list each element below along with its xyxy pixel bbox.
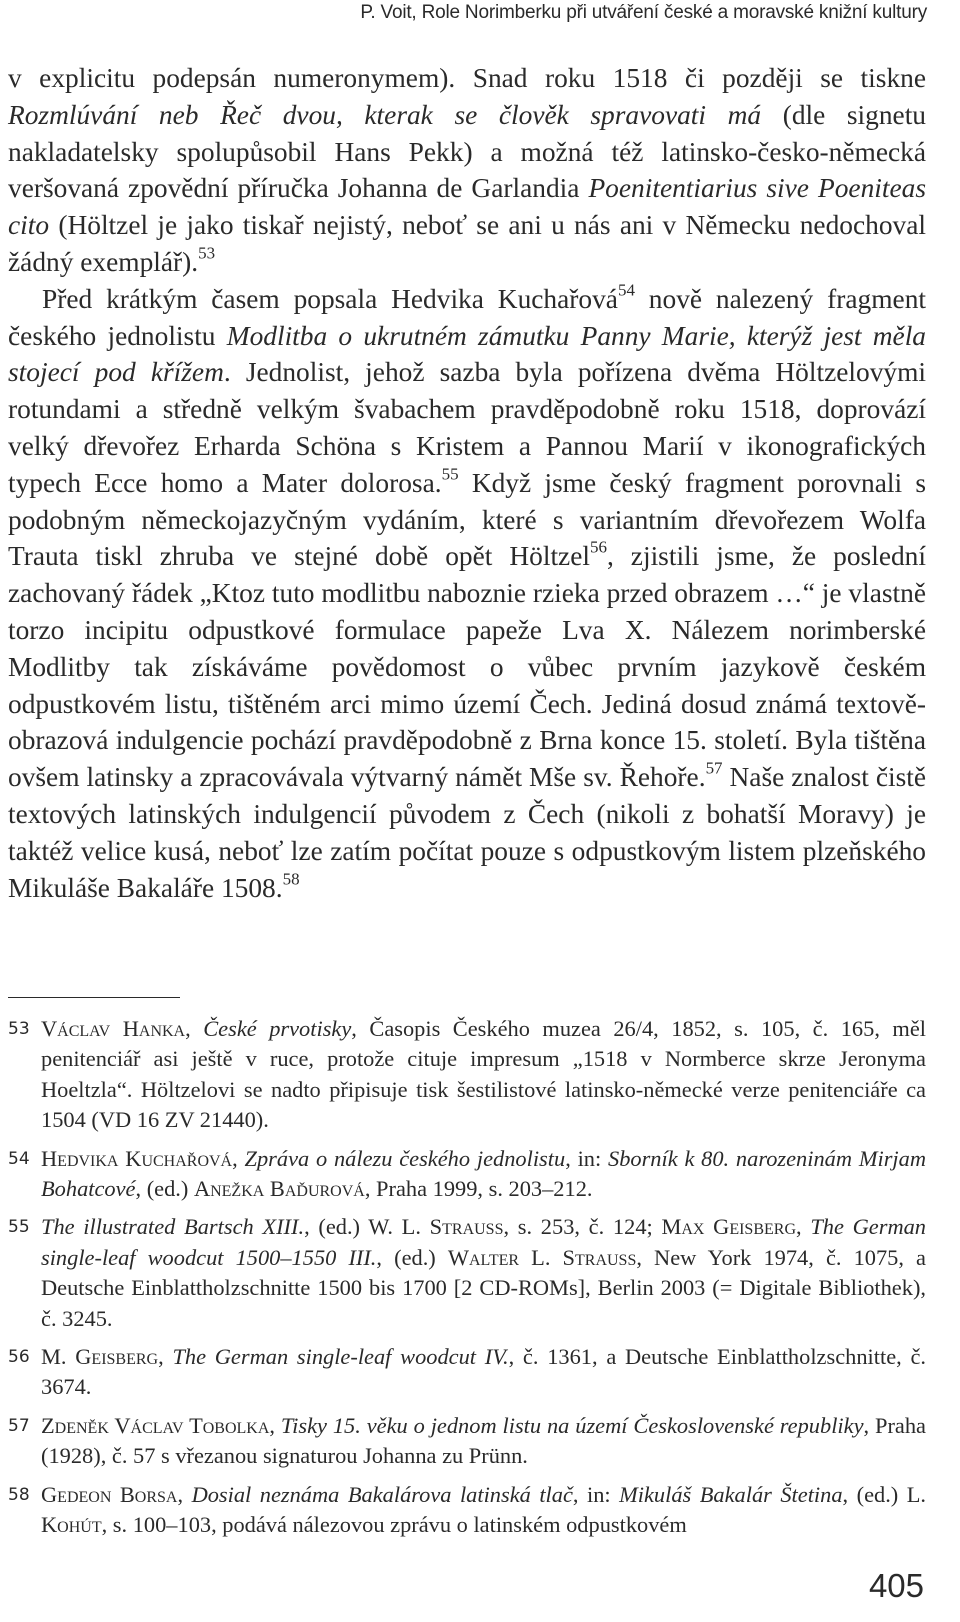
author-name: Václav Hanka xyxy=(41,1016,186,1041)
footnote-rule xyxy=(8,997,180,998)
italic-title: The German single-leaf woodcut IV. xyxy=(172,1344,509,1370)
author-name: Kohút xyxy=(41,1512,102,1538)
paragraph-1 xyxy=(8,60,926,281)
italic-title: Mikuláš Bakalár Štetina xyxy=(619,1481,843,1507)
text-run: , in: xyxy=(565,1145,608,1171)
author-name: Walter L. Strauss xyxy=(447,1244,637,1270)
text-run: , xyxy=(185,1016,204,1041)
text-run: , in: xyxy=(572,1481,620,1507)
italic-title: The German single-leaf woodcut 1500–1550 III. xyxy=(41,1214,926,1270)
footnote-55 xyxy=(8,1212,926,1334)
author-name: Hedvika Kuchařová xyxy=(41,1145,233,1171)
footnotes xyxy=(8,1014,926,1549)
italic-title: Sborník k 80. narozeninám Mirjam Bohatcové xyxy=(41,1145,926,1202)
page-number: 405 xyxy=(868,1567,924,1604)
text-run: v explicitu podepsán numeronymem). Snad roku 1518 či později se tiskne xyxy=(8,63,926,93)
author-name: Anežka Baďurová xyxy=(193,1176,365,1202)
footnote-number: 58 xyxy=(8,1484,30,1505)
footnote-number: 53 xyxy=(8,1019,30,1039)
text-run: , (ed.) xyxy=(135,1176,194,1202)
italic-title: Rozmlúvání neb Řeč dvou, kterak se člověk spravovati má xyxy=(8,99,762,130)
footnote-number: 55 xyxy=(8,1217,30,1238)
text-run: , (ed.) W. L. xyxy=(304,1214,430,1240)
text-run: , xyxy=(796,1214,811,1240)
text-run: M. xyxy=(41,1344,76,1370)
text-run: , Časopis Českého muzea 26/4, 1852, s. 105, č. 165, měl penitenciář asi ještě v ruce, protože cituje impresum „1518 v Normberce skrze Jeronyma Hoeltzla“. Höltzelovi se nadto připisuje tisk šestilistové latinsko-německé verze penitenciáře ca 1504 (VD 16 ZV 21440). xyxy=(41,1016,926,1133)
footnote-ref: 57 xyxy=(705,758,723,778)
author-name: Gedeon Borsa xyxy=(41,1481,178,1507)
footnote-57 xyxy=(8,1411,926,1472)
author-name: Strauss xyxy=(429,1214,504,1240)
footnote-ref: 53 xyxy=(198,243,216,263)
text-run: (Höltzel je jako tiskař nejistý, neboť se ani u nás ani v Německu nedochoval žádný exemplář). xyxy=(8,210,926,277)
body-text xyxy=(8,60,926,906)
text-run: . Jednolist, jehož sazba byla pořízena dvěma Höltzelovými rotundami a středně velkým švabachem pravděpodobně roku 1518, doprovází velký dřevořez Erharda Schöna s Kristem a Pannou Marií v ikonografických typech Ecce homo a Mater dolorosa. xyxy=(8,357,926,498)
footnote-ref: 56 xyxy=(589,537,607,557)
italic-title: Tisky 15. věku o jednom listu na území Československé republiky xyxy=(280,1412,864,1438)
text-run: , Praha 1999, s. 203–212. xyxy=(364,1176,593,1202)
footnote-58 xyxy=(8,1480,926,1541)
author-name: Max Geisberg xyxy=(661,1214,797,1240)
footnote-ref: 55 xyxy=(441,464,459,484)
text-run: Před krátkým časem popsala Hedvika Kuchařová xyxy=(42,283,618,314)
text-run: , č. 1361, a Deutsche Einblattholzschnitte, č. 3674. xyxy=(41,1344,926,1400)
text-run: Když jsme český fragment porovnali s podobným německojazyčným vydáním, které s variantním dřevořezem Wolfa Trauta tiskl zhruba ve stejné době opět Höltzel xyxy=(8,467,927,572)
italic-title: Zpráva o nálezu českého jednolistu xyxy=(244,1145,566,1171)
footnote-number: 57 xyxy=(8,1415,30,1436)
footnote-ref: 58 xyxy=(282,868,300,888)
running-head: P. Voit, Role Norimberku při utváření české a moravské knižní kultury xyxy=(360,2,927,23)
footnote-number: 56 xyxy=(8,1347,30,1368)
italic-title: Poenitentiarius sive Poeniteas cito xyxy=(8,173,926,241)
text-run: , xyxy=(177,1481,192,1507)
italic-title: České prvotisky xyxy=(203,1016,352,1041)
text-run: , s. 253, č. 124; xyxy=(503,1214,662,1240)
text-run: , xyxy=(232,1145,245,1171)
text-run: , Praha (1928), č. 57 s vřezanou signaturou Johanna zu Prünn. xyxy=(41,1412,926,1469)
footnote-56 xyxy=(8,1342,926,1403)
text-run: , zjistili jsme, že poslední zachovaný řádek „Ktoz tuto modlitbu naboznie rzieka przed obrazem …“ je vlastně torzo incipitu odpustkové formulace papeže Lva X. Nálezem norimberské Modlitby tak získáváme povědomost o vůbec prvním jazykově českém odpustkovém listu, tištěném arci mimo území Čech. Jediná dosud známá textově-obrazová indulgencie pochází pravděpodobně z Brna konce 15. století. Byla tištěna ovšem latinsky a zpracovávala výtvarný námět Mše sv. Řehoře. xyxy=(8,541,926,793)
text-run: , xyxy=(158,1344,173,1370)
italic-title: Dosial neznáma Bakalárova latinská tlač xyxy=(191,1481,573,1507)
author-name: Zdeněk Václav Tobolka xyxy=(41,1412,270,1438)
text-run: (dle signetu nakladatelsky spolupůsobil Hans Pekk) a možná též latinsko-česko-německá veršovaná zpovědní příručka Johanna de Garlandia xyxy=(8,99,926,204)
paragraph-2 xyxy=(8,281,926,907)
text-run: , xyxy=(269,1412,281,1438)
footnote-53 xyxy=(8,1014,926,1136)
text-run: , (ed.) L. xyxy=(842,1481,927,1507)
author-name: Geisberg xyxy=(75,1344,159,1370)
footnote-number: 54 xyxy=(8,1148,30,1169)
text-run: nově nalezený fragment českého jednolistu xyxy=(8,283,926,351)
text-run: , s. 100–103, podává nálezovou zprávu o latinském odpustkovém xyxy=(101,1512,687,1538)
footnote-ref: 54 xyxy=(617,280,635,300)
footnote-54 xyxy=(8,1144,926,1205)
italic-title: The illustrated Bartsch XIII. xyxy=(41,1214,305,1240)
italic-title: Modlitba o ukrutném zámutku Panny Marie, kterýž jest měla stojecí pod křížem xyxy=(8,320,927,388)
text-run: , New York 1974, č. 1075, a Deutsche Einblattholzschnitte 1500 bis 1700 [2 CD-ROMs], Berlin 2003 (= Digitale Bibliothek), č. 3245. xyxy=(41,1244,926,1331)
text-run: Naše znalost čistě textových latinských indulgencií původem z Čech (nikoli z bohatší Moravy) je taktéž velice kusá, neboť lze zatím počítat pouze s odpustkovým listem plzeňského Mikuláše Bakaláře 1508. xyxy=(8,762,927,903)
text-run: , (ed.) xyxy=(376,1244,448,1270)
